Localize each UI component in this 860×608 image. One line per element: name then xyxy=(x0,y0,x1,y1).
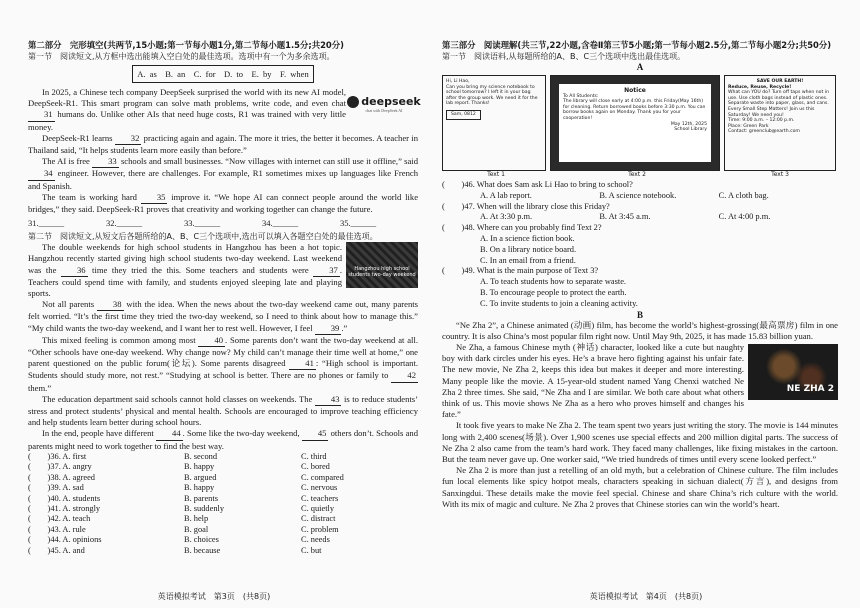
paragraph: It took five years to make Ne Zha 2. The team spent two years just writing the story. The movie is 144 minutes long with 2,400 scenes(场景). Over 1,900 scenes use special effects and 200 million digital parts. The success of Ne Zha 2 also came from the team’s hard work. They faced many challenges, like fixing mistakes in the cartoon. But the team never gave up. One worker said, “We tried hundreds of times until every scene looked perfect.” xyxy=(442,420,838,464)
question-47: ( )47. When will the library close this Friday? A. At 3:30 p.m. B. At 3:45 a.m. C. At 4:00 p.m. xyxy=(442,201,771,222)
paragraph: The AI is free 33 schools and small businesses. “Now villages with internet can still use it offline,” said 34 engineer. However, there are challenges. For example, R1 sometimes mixes up languages like French and Spanish. xyxy=(28,156,418,191)
option-cell: C. quietly xyxy=(301,503,335,513)
passage-b-label: B xyxy=(636,309,643,320)
blank: 32 xyxy=(115,133,142,145)
question-48: ( )48. Where can you probably find Text 2? A. In a science fiction book. B. On a library notice board. C. In an email from a friend. xyxy=(442,223,602,265)
paragraph: Ne Zha 2 is more than just a retelling of an old myth, but a celebration of Chinese culture. The film includes fun local elements like spicy hotpot meals, characters speaking in sichuan dialect(方言), and designs from Sanxingdui. These details make the movie feel special. Chinese and share China’s rich culture with the world. With its mix of magic and culture. Ne Zha 2 proves that Chinese stories can win the world’s heart. xyxy=(442,465,838,509)
question-49: ( )49. What is the main purpose of Text 3? A. To teach students how to separate waste. B. To encourage people to protect the earth. C. To invite students to join a cleaning activity. xyxy=(442,266,638,308)
text3-poster: SAVE OUR EARTH! Reduce, Reuse, Recycle! What can YOU do? Turn off taps when not in use. Use cloth bags instead of plastic ones. Separate waste into paper, glass, and cans. Every Small Step Matters! Join us this Saturday! We need you! Time: 9:00 a.m. – 12:00 p.m. Place: Green Park Contact: greenclub@earth.com xyxy=(724,75,836,171)
paragraph: DeepSeek-R1 learns 32 practicing again and again. The more it tries, the better it becomes. A teacher in Thailand said, “It helps students learn more easily than before.” xyxy=(28,132,418,156)
blank: 41 xyxy=(289,358,316,370)
blank: 38 xyxy=(97,299,124,311)
paragraph: Not all parents 38 with the idea. When the news about the two-day weekend came out, many parents felt worried. “It’s the first time they tried the two-day weekend, so I need to think about how to manage this.” “My child wants the two-day weekend, and I want her to rest well. However, I feel 39 .” xyxy=(28,299,418,335)
paragraph: The education department said schools cannot hold classes on weekends. The 43 is to reduce students’ stress and protect students’ physical and mental health. Schools are encouraged to improve teaching efficiency and help students learn better during school hours. xyxy=(28,393,418,428)
whale-icon xyxy=(347,96,359,108)
paragraph: In 2025, a Chinese tech company DeepSeek surprised the world with its new AI model, DeepSeek-R1. This smart program can solve math problems, write code, and even chat 31 humans do. Unlike other AIs that need huge costs, R1 was trained with very little money. xyxy=(28,87,346,132)
students-photo: Hangzhou high school students two-day weekend xyxy=(346,242,418,288)
question-46: ( )46. What does Sam ask Li Hao to bring to school? A. A lab report. B. A science notebook. C. A cloth bag. xyxy=(442,180,769,200)
option-cell: C. distract xyxy=(301,514,336,524)
paragraph: Ne Zha, a famous Chinese myth (神话) character, looked like a cute but naughty boy with dark circles under his eyes. He’s a brave hero fighting against his unfair fate. The new movie, Ne Zha 2, keeps this idea but makes it deeper and more interesting. Many people like the movie. A 15-year-old student named Yang Chenxi watched Ne Zha 2 three times. She said, “Ne Zha and I are similar. We both care about what others think of us. This movie shows Ne Zha as a hero who proves himself and changes his fate.” xyxy=(442,341,744,420)
blank: 35 xyxy=(141,192,168,204)
option-cell: B. choices xyxy=(184,535,219,545)
section-two-instruction: 第二节 阅读短文,从短文后各题所给的A、B、C三个选项中,选出可以填入各题空白处的最佳选项。 xyxy=(28,232,378,242)
passage-a-label: A xyxy=(636,62,644,72)
nezha-poster: NE ZHA 2 xyxy=(748,344,838,400)
option-row xyxy=(28,535,418,545)
blank: 37 xyxy=(313,265,340,277)
option-box: A. as B. an C. for D. to E. by F. when xyxy=(132,65,314,83)
option-cell: B. happy xyxy=(184,462,215,472)
option-cell: B. help xyxy=(184,514,209,524)
option-cell: B. suddenly xyxy=(184,503,225,513)
option-cell: C. nervous xyxy=(301,483,338,493)
blank: 44 xyxy=(156,428,183,440)
option-cell: B. goal xyxy=(184,524,209,534)
blank: 39 xyxy=(315,323,342,335)
option-row xyxy=(28,504,418,514)
option-cell: ( )43. A. rule xyxy=(28,524,86,534)
option-cell: ( )36. A. first xyxy=(28,451,87,461)
option-cell: ( )45. A. and xyxy=(28,545,85,555)
option-cell: C. teachers xyxy=(301,493,339,503)
option-cell: C. compared xyxy=(301,472,344,482)
blank: 31 xyxy=(28,109,55,121)
option-cell: ( )42. A. teach xyxy=(28,514,91,524)
blank: 40 xyxy=(198,335,225,347)
paragraph: In the end, people have different 44 . Some like the two-day weekend, 45 others don’t. Schools and parents might need to work together to find the best way. xyxy=(28,428,418,451)
option-cell: ( )38. A. agreed xyxy=(28,472,95,482)
blank: 34 xyxy=(28,168,55,180)
paragraph: “Ne Zha 2”, a Chinese animated (动画) film, has become the world’s highest-grossing(最高票房) film in one country. It is also China’s most popular film right now. Until May 9th, 2025, it has made 15.83 billion yuan. xyxy=(442,319,838,341)
option-row xyxy=(28,525,418,535)
answer-line: 31.______ 32.______ 33.______ 34.______ 35.______ xyxy=(28,218,377,229)
blank: 42 xyxy=(391,370,418,382)
section-one-instruction: 第一节 阅读语料,从每题所给的A、B、C三个选项中选出最佳选项。 xyxy=(442,52,686,61)
option-cell: ( )41. A. strongly xyxy=(28,503,101,513)
blank: 45 xyxy=(302,428,329,440)
blank: 43 xyxy=(315,394,342,406)
option-cell: ( )39. A. sad xyxy=(28,483,84,493)
option-cell: C. bored xyxy=(301,462,330,472)
blank: 33 xyxy=(92,156,119,168)
option-cell: C. problem xyxy=(301,524,339,534)
option-row xyxy=(28,452,418,462)
option-cell: ( )44. A. opinions xyxy=(28,535,102,545)
option-cell: ( )37. A. angry xyxy=(28,462,92,472)
option-cell: B. happy xyxy=(184,483,215,493)
text-labels: Text 1 Text 2 Text 3 xyxy=(487,171,789,178)
option-cell: C. needs xyxy=(301,535,330,545)
option-row xyxy=(28,483,418,493)
part-two-title: 第二部分 完形填空(共两节,15小题;第一节每小题1分,第二节每小题1.5分;共20分) xyxy=(28,40,344,50)
paragraph: This mixed feeling is common among most 40 . Some parents don’t want the two-day weekend at all. “Other schools have one-day weekend. Why change now? My child can’t manage their time well at home,” one parent questioned on the public forum(论坛). Some parents disagreed 41 : “High school is important. Students should study more, not rest.” “Studying at school is better. There are no phones or family to 42 them.” xyxy=(28,334,418,393)
option-row xyxy=(28,514,418,524)
paragraph: The team is working hard 35 improve it. “We hope AI can connect people around the world like bridges,” they said. DeepSeek-R1 proves that creativity and working together can change the future. xyxy=(28,191,419,215)
paragraph: The double weekends for high school students in Hangzhou has been a hot topic. Hangzhou recently started giving high school students two-day weekend. Last weekend was the 36 time they tried the this. Some teachers and students were 37 . Teachers could spend time with family, and students enjoyed sleeping late and playing sports. xyxy=(28,242,342,299)
texts-row xyxy=(442,75,838,171)
exam-page-3 xyxy=(0,0,428,608)
option-cell: B. because xyxy=(184,545,221,555)
option-row xyxy=(28,494,418,504)
option-cell: ( )40. A. students xyxy=(28,493,101,503)
options-table xyxy=(28,452,418,556)
text1-note: Hi, Li Hao, Can you bring my science notebook to school tomorrow? I left it in your bag after the group work. We need it for the lab report. Thanks! Sam, 0812 xyxy=(442,75,546,171)
option-row xyxy=(28,473,418,483)
page-footer: 英语模拟考试 第3页 (共8页) xyxy=(157,592,271,601)
option-cell: B. second xyxy=(184,451,218,461)
deepseek-logo: deepseek chat with DeepSeek AI xyxy=(350,87,418,121)
part-three-title: 第三部分 阅读理解(共三节,22小题,含卷Ⅱ第三节5小题;第一节每小题2.5分,第二节每小题2分;共50分) xyxy=(442,40,832,50)
section-one-instruction: 第一节 阅读短文,从方框中选出能填入空白处的最佳选项。选项中有一个为多余选项。 xyxy=(28,52,335,61)
blank: 36 xyxy=(61,265,88,277)
option-cell: C. third xyxy=(301,451,327,461)
exam-page-4 xyxy=(432,0,860,608)
option-cell: C. but xyxy=(301,545,322,555)
option-row xyxy=(28,546,418,556)
option-cell: B. parents xyxy=(184,493,218,503)
text2-notice: Notice To All Students: The library will close early at 4:00 p.m. this Friday(May 16th) for cleaning. Return borrowed books before 3:30 p.m. You can borrow books again on Monday. Thank you for your cooperation! May 12th, 2025 School Library xyxy=(550,75,720,171)
page-footer: 英语模拟考试 第4页 (共8页) xyxy=(589,592,703,601)
option-row xyxy=(28,462,418,472)
option-cell: B. argued xyxy=(184,472,217,482)
